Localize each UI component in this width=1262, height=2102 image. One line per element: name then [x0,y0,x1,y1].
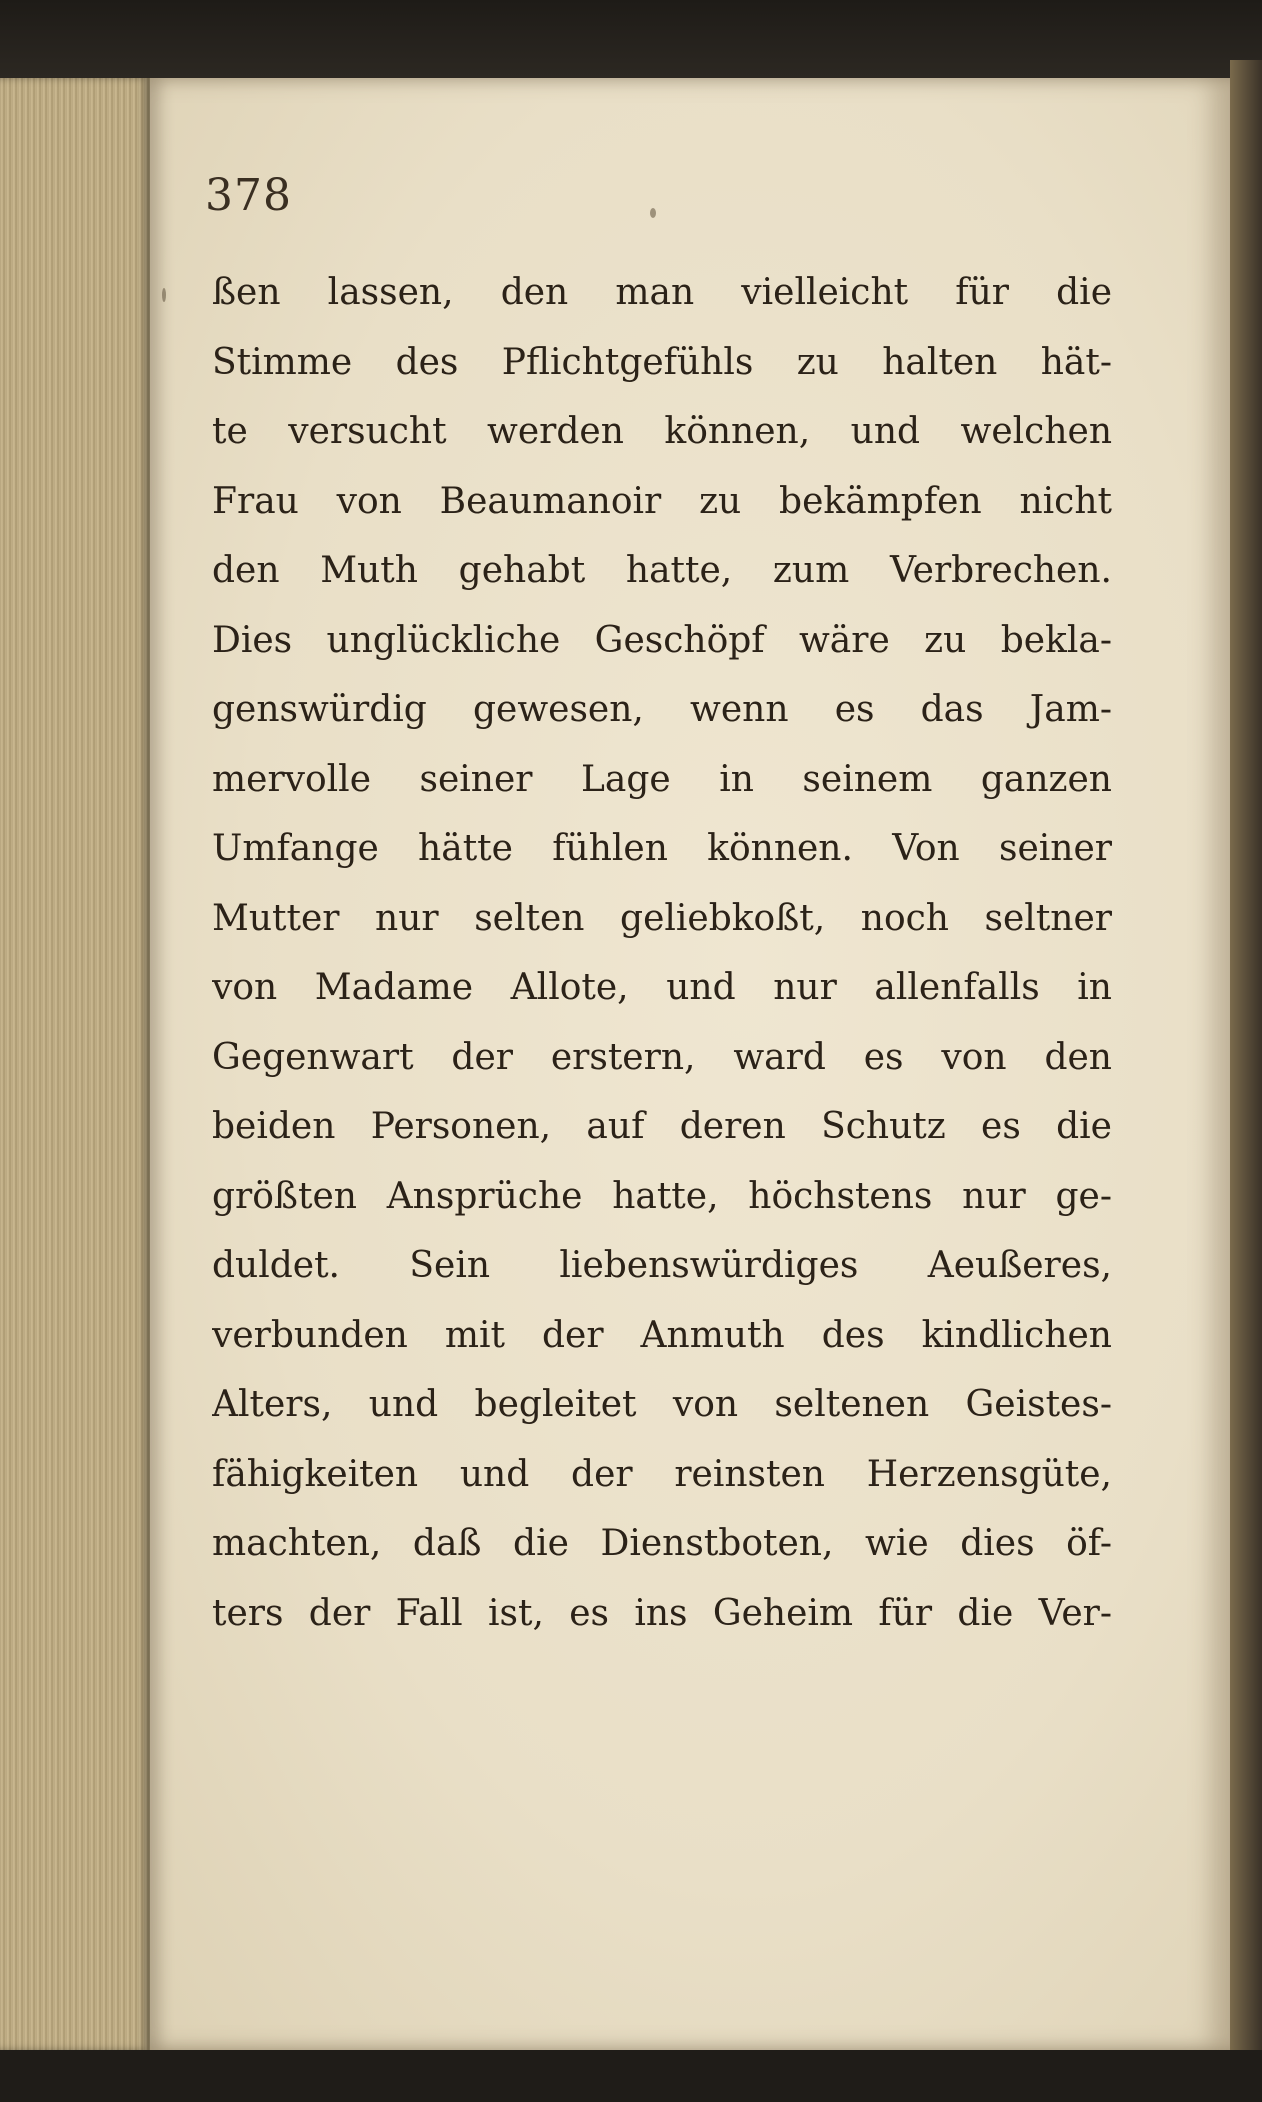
text-line: Alters, und begleitet von seltenen Geistes- [212,1384,1112,1425]
text-line: mervolle seiner Lage in seinem ganzen [212,758,1112,800]
scan-background-bottom [0,2050,1262,2102]
text-line: größten Ansprüche hatte, höchstens nur ge- [212,1175,1112,1217]
text-line: beiden Personen, auf deren Schutz es die [212,1106,1112,1147]
book-page-edges [0,78,150,2050]
text-line: genswürdig gewesen, wenn es das Jam- [212,689,1112,730]
text-line: ters der Fall ist, es ins Geheim für die Ver- [212,1592,1112,1634]
body-text [212,258,1112,1648]
text-line: Gegenwart der erstern, ward es von den [212,1036,1112,1078]
text-line: Stimme des Pflichtgefühls zu halten hät- [212,341,1112,383]
text-line: duldet. Sein liebenswürdiges Aeußeres, [212,1245,1112,1286]
scan-background-top [0,0,1262,78]
text-line: te versucht werden können, und welchen [212,411,1112,452]
text-line: Mutter nur selten geliebkoßt, noch seltner [212,897,1112,939]
paper-speck [650,208,656,218]
text-line: machten, daß die Dienstboten, wie dies öf- [212,1523,1112,1564]
text-line: ßen lassen, den man vielleicht für die [212,272,1112,313]
text-line: fähigkeiten und der reinsten Herzensgüte, [212,1453,1112,1495]
text-line: Umfange hätte fühlen können. Von seiner [212,828,1112,869]
text-line: Frau von Beaumanoir zu bekämpfen nicht [212,480,1112,522]
page-number: 378 [205,170,292,221]
text-line: Dies unglückliche Geschöpf wäre zu bekla- [212,619,1112,661]
paper-speck [162,288,166,302]
book-gutter [1230,60,1262,2050]
text-line: den Muth gehabt hatte, zum Verbrechen. [212,550,1112,591]
text-line: verbunden mit der Anmuth des kindlichen [212,1314,1112,1356]
text-line: von Madame Allote, und nur allenfalls in [212,967,1112,1008]
